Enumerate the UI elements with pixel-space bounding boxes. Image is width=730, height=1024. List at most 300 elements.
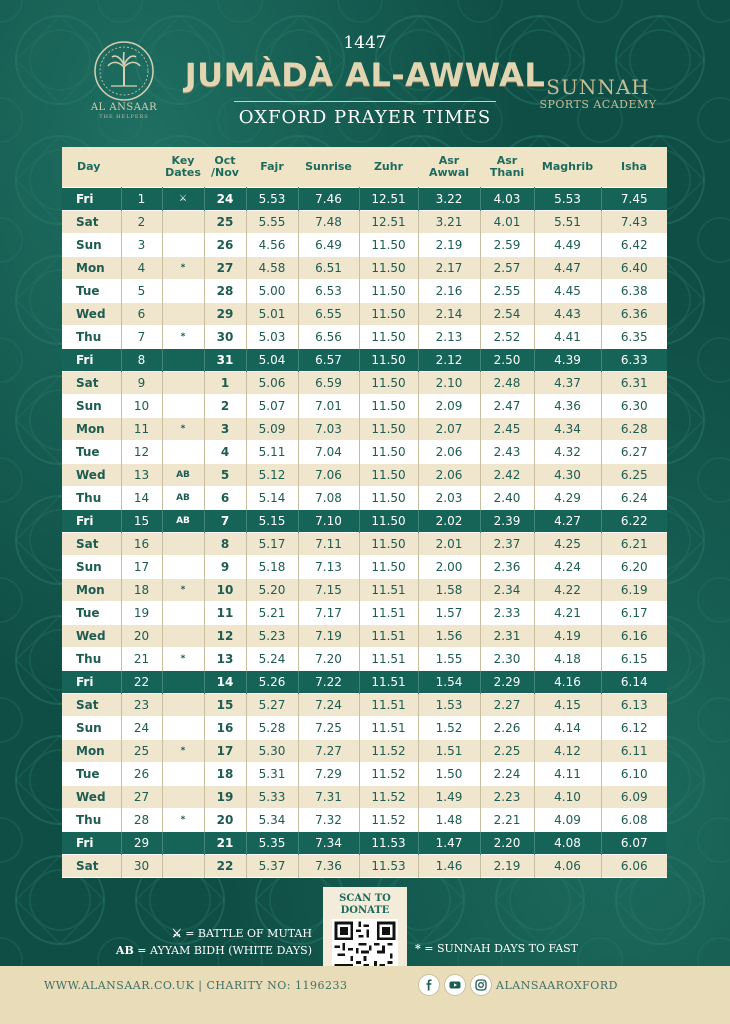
cell-hijri-date: 28 [121,809,162,832]
cell-fajr: 5.11 [246,441,298,464]
cell-maghrib: 4.30 [534,464,601,487]
cell-sunrise: 7.11 [298,533,359,556]
cell-zuhr: 11.50 [359,464,418,487]
cell-sunrise: 7.20 [298,648,359,671]
cell-sunrise: 7.04 [298,441,359,464]
cell-asr-awwal: 2.19 [418,234,480,257]
cell-fajr: 5.14 [246,487,298,510]
cell-day: Thu [62,809,121,832]
cell-sunrise: 6.56 [298,326,359,349]
cell-key-date [162,717,204,740]
cell-maghrib: 4.09 [534,809,601,832]
cell-hijri-date: 6 [121,303,162,326]
cell-zuhr: 11.50 [359,234,418,257]
cell-key-date [162,211,204,234]
cell-gregorian-date: 11 [204,602,246,625]
cell-zuhr: 12.51 [359,211,418,234]
cell-maghrib: 4.45 [534,280,601,303]
cell-asr-thani: 2.43 [480,441,534,464]
cell-fajr: 5.18 [246,556,298,579]
cell-maghrib: 4.14 [534,717,601,740]
table-row [62,510,667,533]
cell-day: Fri [62,188,121,211]
cell-asr-thani: 2.30 [480,648,534,671]
cell-hijri-date: 23 [121,694,162,717]
cell-gregorian-date: 8 [204,533,246,556]
cell-day: Mon [62,579,121,602]
cell-isha: 6.33 [601,349,667,372]
cell-isha: 6.16 [601,625,667,648]
cell-hijri-date: 7 [121,326,162,349]
cell-key-date: * [162,418,204,441]
cell-day: Sun [62,234,121,257]
facebook-icon[interactable] [418,974,440,996]
header-zuhr: Zuhr [359,147,418,188]
cell-hijri-date: 14 [121,487,162,510]
legend-ab [116,942,312,959]
cell-sunrise: 7.27 [298,740,359,763]
header-asr-awwal-line2: Awwal [428,166,470,179]
academy-subname: SPORTS ACADEMY [539,98,657,111]
cell-zuhr: 11.50 [359,349,418,372]
donate-label [323,893,407,917]
cell-fajr: 5.24 [246,648,298,671]
cell-isha: 6.07 [601,832,667,855]
cell-day: Thu [62,487,121,510]
cell-sunrise: 6.51 [298,257,359,280]
cell-gregorian-date: 20 [204,809,246,832]
cell-isha: 6.42 [601,234,667,257]
cell-gregorian-date: 7 [204,510,246,533]
cell-gregorian-date: 9 [204,556,246,579]
header-asr-awwal [418,147,480,188]
battle-swords-icon: ⚔ [171,927,182,940]
cell-isha: 6.14 [601,671,667,694]
cell-day: Sun [62,556,121,579]
table-row [62,257,667,280]
cell-zuhr: 11.52 [359,809,418,832]
cell-fajr: 5.37 [246,855,298,878]
cell-fajr: 5.00 [246,280,298,303]
cell-isha: 6.13 [601,694,667,717]
month-title: JUMÀDÀ AL-AWWAL [184,56,546,94]
cell-fajr: 5.01 [246,303,298,326]
cell-zuhr: 11.50 [359,533,418,556]
cell-zuhr: 11.50 [359,441,418,464]
cell-key-date: AB [162,487,204,510]
cell-key-date [162,441,204,464]
cell-key-date [162,671,204,694]
cell-asr-thani: 2.40 [480,487,534,510]
cell-hijri-date: 10 [121,395,162,418]
cell-sunrise: 6.49 [298,234,359,257]
table-row [62,625,667,648]
header-gregorian [204,147,246,188]
cell-day: Mon [62,257,121,280]
cell-isha: 6.27 [601,441,667,464]
cell-asr-thani: 2.24 [480,763,534,786]
cell-sunrise: 7.36 [298,855,359,878]
cell-asr-awwal: 1.53 [418,694,480,717]
footer-bar [0,966,730,1024]
cell-asr-thani: 2.54 [480,303,534,326]
cell-zuhr: 11.50 [359,280,418,303]
cell-day: Tue [62,441,121,464]
cell-gregorian-date: 19 [204,786,246,809]
table-row [62,441,667,464]
cell-maghrib: 4.24 [534,556,601,579]
cell-day: Fri [62,832,121,855]
cell-maghrib: 4.37 [534,372,601,395]
cell-asr-thani: 4.01 [480,211,534,234]
table-row [62,579,667,602]
cell-sunrise: 7.34 [298,832,359,855]
cell-gregorian-date: 26 [204,234,246,257]
cell-key-date: ⚔ [162,188,204,211]
cell-asr-thani: 2.27 [480,694,534,717]
cell-zuhr: 11.50 [359,372,418,395]
cell-asr-awwal: 2.12 [418,349,480,372]
table-row [62,234,667,257]
page-subtitle: OXFORD PRAYER TIMES [238,107,492,128]
cell-maghrib: 4.34 [534,418,601,441]
cell-maghrib: 4.25 [534,533,601,556]
cell-maghrib: 4.18 [534,648,601,671]
header-key-line1: Key [171,154,195,167]
cell-asr-thani: 2.42 [480,464,534,487]
cell-isha: 6.17 [601,602,667,625]
cell-isha: 6.20 [601,556,667,579]
cell-gregorian-date: 2 [204,395,246,418]
cell-zuhr: 11.51 [359,579,418,602]
cell-maghrib: 4.49 [534,234,601,257]
cell-day: Sun [62,395,121,418]
cell-fajr: 5.23 [246,625,298,648]
cell-hijri-date: 19 [121,602,162,625]
cell-gregorian-date: 24 [204,188,246,211]
cell-hijri-date: 20 [121,625,162,648]
cell-gregorian-date: 14 [204,671,246,694]
table-row [62,326,667,349]
cell-gregorian-date: 28 [204,280,246,303]
cell-sunrise: 6.57 [298,349,359,372]
cell-key-date: * [162,809,204,832]
cell-maghrib: 4.12 [534,740,601,763]
cell-asr-awwal: 1.46 [418,855,480,878]
cell-day: Tue [62,602,121,625]
cell-maghrib: 5.53 [534,188,601,211]
cell-fajr: 5.27 [246,694,298,717]
cell-fajr: 5.09 [246,418,298,441]
cell-zuhr: 11.50 [359,326,418,349]
cell-gregorian-date: 21 [204,832,246,855]
cell-asr-awwal: 1.57 [418,602,480,625]
header-asr-awwal-line1: Asr [438,154,460,167]
cell-fajr: 5.12 [246,464,298,487]
cell-zuhr: 11.50 [359,556,418,579]
cell-key-date [162,395,204,418]
cell-asr-awwal: 1.47 [418,832,480,855]
cell-hijri-date: 3 [121,234,162,257]
cell-fajr: 5.33 [246,786,298,809]
cell-fajr: 5.30 [246,740,298,763]
cell-gregorian-date: 18 [204,763,246,786]
cell-gregorian-date: 29 [204,303,246,326]
cell-asr-awwal: 1.55 [418,648,480,671]
cell-day: Fri [62,510,121,533]
cell-maghrib: 4.43 [534,303,601,326]
cell-hijri-date: 17 [121,556,162,579]
cell-sunrise: 7.25 [298,717,359,740]
cell-zuhr: 11.50 [359,303,418,326]
cell-hijri-date: 26 [121,763,162,786]
cell-hijri-date: 12 [121,441,162,464]
cell-maghrib: 4.47 [534,257,601,280]
header-day: Day [62,147,121,188]
cell-day: Sat [62,211,121,234]
instagram-icon[interactable] [470,974,492,996]
table-row [62,602,667,625]
cell-isha: 6.11 [601,740,667,763]
cell-hijri-date: 15 [121,510,162,533]
cell-sunrise: 7.32 [298,809,359,832]
cell-fajr: 5.20 [246,579,298,602]
cell-gregorian-date: 16 [204,717,246,740]
cell-asr-awwal: 2.09 [418,395,480,418]
cell-hijri-date: 30 [121,855,162,878]
cell-sunrise: 6.53 [298,280,359,303]
cell-gregorian-date: 12 [204,625,246,648]
table-header-row [62,147,667,188]
cell-key-date: * [162,648,204,671]
cell-gregorian-date: 3 [204,418,246,441]
cell-asr-awwal: 3.22 [418,188,480,211]
cell-day: Tue [62,763,121,786]
cell-day: Mon [62,740,121,763]
cell-hijri-date: 29 [121,832,162,855]
cell-asr-awwal: 1.58 [418,579,480,602]
cell-fajr: 5.06 [246,372,298,395]
cell-asr-thani: 2.39 [480,510,534,533]
header-isha: Isha [601,147,667,188]
cell-isha: 7.45 [601,188,667,211]
cell-key-date [162,234,204,257]
header-maghrib: Maghrib [534,147,601,188]
cell-asr-thani: 2.29 [480,671,534,694]
cell-asr-thani: 2.34 [480,579,534,602]
cell-key-date: * [162,740,204,763]
table-row [62,809,667,832]
cell-gregorian-date: 22 [204,855,246,878]
legend-battle [116,925,312,942]
cell-day: Mon [62,418,121,441]
footer-website-charity[interactable]: WWW.ALANSAAR.CO.UK | CHARITY NO: 1196233 [44,979,348,992]
cell-asr-awwal: 1.50 [418,763,480,786]
cell-hijri-date: 4 [121,257,162,280]
cell-hijri-date: 21 [121,648,162,671]
cell-asr-awwal: 2.02 [418,510,480,533]
cell-hijri-date: 27 [121,786,162,809]
legend-ab-text: = AYYAM BIDH (WHITE DAYS) [137,944,312,957]
cell-gregorian-date: 1 [204,372,246,395]
social-handle[interactable]: ALANSAAROXFORD [496,979,618,992]
cell-asr-thani: 2.50 [480,349,534,372]
cell-day: Fri [62,349,121,372]
table-body [62,188,667,878]
legend-sunnah-text: = SUNNAH DAYS TO FAST [424,942,579,955]
cell-maghrib: 4.41 [534,326,601,349]
cell-key-date [162,855,204,878]
cell-sunrise: 7.24 [298,694,359,717]
cell-day: Tue [62,280,121,303]
cell-hijri-date: 8 [121,349,162,372]
cell-fajr: 4.56 [246,234,298,257]
cell-gregorian-date: 4 [204,441,246,464]
cell-zuhr: 11.50 [359,510,418,533]
cell-fajr: 5.15 [246,510,298,533]
cell-hijri-date: 11 [121,418,162,441]
cell-asr-thani: 2.21 [480,809,534,832]
cell-sunrise: 7.31 [298,786,359,809]
cell-asr-thani: 2.59 [480,234,534,257]
cell-sunrise: 7.48 [298,211,359,234]
table-row [62,349,667,372]
legend-left [116,925,312,959]
cell-isha: 6.25 [601,464,667,487]
table-row [62,280,667,303]
cell-asr-awwal: 3.21 [418,211,480,234]
table-row [62,717,667,740]
table-row [62,556,667,579]
prayer-times-table [62,147,667,878]
cell-asr-thani: 2.36 [480,556,534,579]
cell-sunrise: 7.08 [298,487,359,510]
cell-gregorian-date: 6 [204,487,246,510]
table-row [62,303,667,326]
cell-key-date: * [162,579,204,602]
header-hijri [121,147,162,188]
cell-fajr: 5.35 [246,832,298,855]
cell-asr-awwal: 1.56 [418,625,480,648]
cell-asr-thani: 2.23 [480,786,534,809]
cell-maghrib: 4.08 [534,832,601,855]
cell-maghrib: 4.10 [534,786,601,809]
header-greg-line2: /Nov [211,166,239,179]
youtube-icon[interactable] [444,974,466,996]
cell-zuhr: 11.53 [359,855,418,878]
cell-isha: 6.36 [601,303,667,326]
table-row [62,763,667,786]
cell-isha: 6.31 [601,372,667,395]
cell-maghrib: 4.22 [534,579,601,602]
cell-zuhr: 11.51 [359,625,418,648]
cell-hijri-date: 18 [121,579,162,602]
cell-isha: 6.40 [601,257,667,280]
legend-battle-text: = BATTLE OF MUTAH [185,927,312,940]
cell-asr-thani: 2.57 [480,257,534,280]
cell-key-date [162,602,204,625]
header-asr-thani-line2: Thani [489,166,525,179]
cell-sunrise: 7.46 [298,188,359,211]
cell-sunrise: 7.06 [298,464,359,487]
cell-asr-awwal: 2.06 [418,464,480,487]
cell-day: Wed [62,303,121,326]
cell-isha: 6.35 [601,326,667,349]
cell-day: Wed [62,786,121,809]
cell-asr-awwal: 1.51 [418,740,480,763]
cell-fajr: 5.34 [246,809,298,832]
cell-hijri-date: 9 [121,372,162,395]
cell-asr-thani: 2.20 [480,832,534,855]
cell-key-date [162,349,204,372]
cell-zuhr: 11.53 [359,832,418,855]
cell-asr-thani: 2.45 [480,418,534,441]
cell-asr-thani: 2.19 [480,855,534,878]
cell-asr-awwal: 2.07 [418,418,480,441]
cell-fajr: 5.07 [246,395,298,418]
cell-hijri-date: 25 [121,740,162,763]
cell-isha: 6.28 [601,418,667,441]
cell-zuhr: 11.52 [359,763,418,786]
cell-asr-awwal: 2.00 [418,556,480,579]
hijri-year: 1447 [343,33,387,53]
cell-key-date [162,763,204,786]
cell-isha: 6.38 [601,280,667,303]
cell-asr-awwal: 2.06 [418,441,480,464]
donate-line1: SCAN TO [339,893,391,904]
cell-maghrib: 4.11 [534,763,601,786]
cell-asr-thani: 2.37 [480,533,534,556]
cell-asr-awwal: 1.54 [418,671,480,694]
cell-zuhr: 11.52 [359,786,418,809]
table-row [62,832,667,855]
cell-gregorian-date: 15 [204,694,246,717]
cell-hijri-date: 16 [121,533,162,556]
cell-asr-thani: 2.47 [480,395,534,418]
table-row [62,418,667,441]
cell-day: Sat [62,533,121,556]
legend-ab-symbol: AB [115,944,134,957]
cell-sunrise: 7.01 [298,395,359,418]
title-divider [234,101,496,102]
cell-asr-awwal: 2.03 [418,487,480,510]
cell-day: Sat [62,694,121,717]
timetable-panel [62,147,667,873]
header-asr-thani [480,147,534,188]
cell-day: Fri [62,671,121,694]
cell-fajr: 5.04 [246,349,298,372]
cell-zuhr: 11.50 [359,257,418,280]
cell-asr-thani: 2.31 [480,625,534,648]
cell-maghrib: 4.06 [534,855,601,878]
table-row [62,694,667,717]
cell-key-date: * [162,326,204,349]
cell-zuhr: 11.50 [359,418,418,441]
table-row [62,487,667,510]
logo-tagline: THE HELPERS [99,114,149,120]
cell-key-date [162,556,204,579]
cell-isha: 6.09 [601,786,667,809]
table-row [62,786,667,809]
cell-gregorian-date: 31 [204,349,246,372]
header-asr-thani-line1: Asr [496,154,518,167]
cell-gregorian-date: 5 [204,464,246,487]
cell-zuhr: 11.51 [359,602,418,625]
cell-asr-thani: 2.33 [480,602,534,625]
cell-fajr: 5.03 [246,326,298,349]
cell-day: Thu [62,326,121,349]
cell-asr-awwal: 1.49 [418,786,480,809]
